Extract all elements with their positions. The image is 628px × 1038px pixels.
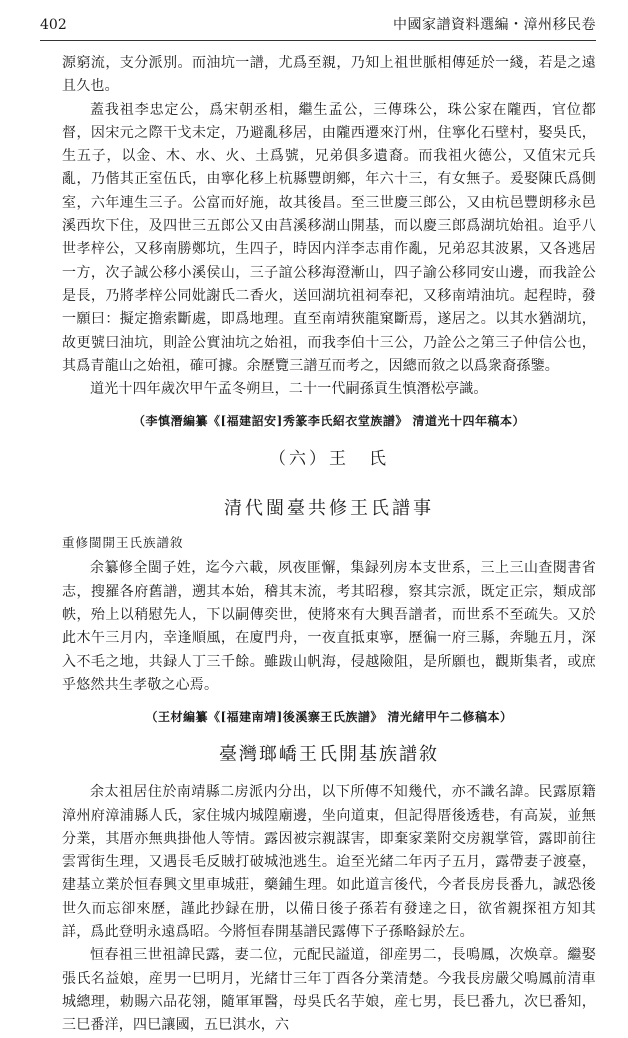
wang-paragraph-2: 余太祖居住於南靖縣二房派内分出，以下所傳不知幾代，亦不識名諱。民露原籍漳州府漳浦縣人氏，家住城内城隍廟邊，坐向道東，但記得厝後透巷，有高炭，並無分業，其厝亦無典掛他人等情。露因被宗親謀害，即棄家業附交房親掌管，露即前往雲霄街生理，又遇長毛反賊打破城池逃生。迨至光緒二年丙子五月，露帶妻子渡臺，建基立業於恒春興文里車城莊，藥鋪生理。如此道言後代，今者長房長番九，誠恐後世久而忘卻來歷，謹此抄録在册，以備日後子孫若有發達之日，欲省親探祖方知其詳，爲此登明永遠爲昭。今將恒春開基譜民露傳下子孫略録於左。 [62,784,596,941]
page-body [62,52,596,1038]
page-header [40,10,596,41]
li-source-citation: （李慎潛編纂《[福建詔安]秀篆李氏紹衣堂族譜》 清道光十四年稿本） [132,414,526,429]
wang-source-citation-1: （王材編纂《[福建南靖]後溪寨王氏族譜》 清光緒甲午二修稿本） [145,710,513,725]
li-paragraph-2: 蓋我祖李忠定公，爲宋朝丞相，繼生孟公，三傳珠公，珠公家在隴西，官位都督，因宋元之際干戈未定，乃避亂移居，由隴西遷來汀州，住寧化石壁村，娶吳氏，生五子，以金、木、水、火、土爲號，兄弟俱多遺裔。而我祖火德公，又值宋元兵亂，乃偕其正室伍氏，由寧化移上杭縣豐朗鄉，年六十三，有女無子。爰娶陳氏爲側室，六年連生三子。公富而好施，故其後昌。至三世慶三郎公，又由杭邑豐朗移永邑溪西坎下住，及四世三五郎公又由莒溪移湖山開基，而以慶三郎爲湖坑始祖。迨乎八世孝梓公，又移南勝鄭坑，生四子，時因内洋李志甫作亂，兄弟忍其波累，又各逃居一方，次子誠公移小溪侯山，三子誼公移海澄漸山，四子諭公移同安山邊，而我詮公是長，乃將孝梓公同妣謝氏二香火，送回湖坑祖祠奉祀，又移南靖油坑。起程時，發一願曰：擬定擔索斷處，即爲地理。直至南靖狹龍窠斷焉，遂居之。以其水猶湖坑，故更號曰油坑，則詮公實油坑之始祖，而我李伯十三公，乃詮公之第三子仲信公也，其爲青龍山之始祖，確可據。余歷覽三譜互而考之，因總而敘之以爲衆裔孫鑒。 [62,101,596,374]
running-title: 中國家譜資料選編・漳州移民卷 [393,17,596,33]
wang-article-title-2: 臺灣瑯嶠王氏開基族譜敘 [219,744,439,766]
wang-subtitle-1: 重修閩開王氏族譜敘 [62,535,184,551]
li-paragraph-1: 源窮流，支分派別。而油坑一譜，尤爲至親，乃知上祖世脈相傳延於一綫，若是之遠且久也。 [62,55,596,95]
section-heading: （六）王 氏 [269,449,389,470]
wang-paragraph-3: 恒春祖三世祖諱民露，妻二位，元配民謚道，卻産男二，長鳴鳳，次焕章。繼娶張氏名益娘，産男一巳明月，光緒廿三年丁酉各分業清楚。今我長房嚴父鳴鳳前清車城總理，勅賜六品花翎，隨軍軍醫，母吳氏名芋娘，産七男，長巳番九，次巳番知，三巳番洋，四巳讓國，五巳淇水，六 [62,947,596,1034]
page-number: 402 [40,17,67,33]
wang-paragraph-1: 余纂修全閩子姓，迄今六載，夙夜匪懈，集録列房本支世系，三上三山查閱書省志，搜羅各府舊譜，遡其本始，稽其末流，考其昭穆，察其宗派，既定正宗，類成部帙，殆上以稍慰先人，下以嗣傳奕世，使將來有大興吾譜者，而世系不至疏失。又於此木午三月内，幸逢順風，在廈門舟，一夜直抵東寧，歷徧一府三縣，奔馳五月，深入不毛之地，共録人丁三千餘。雖跋山帆海，侵越險阻，是所願也，觀斯集者，或庶乎悠然共生孝敬之心焉。 [62,560,596,693]
wang-article-title-1: 清代閩臺共修王氏譜事 [224,498,434,520]
li-paragraph-3: 道光十四年歲次甲午孟冬朔旦，二十一代嗣孫貢生慎潛松亭識。 [90,381,488,398]
